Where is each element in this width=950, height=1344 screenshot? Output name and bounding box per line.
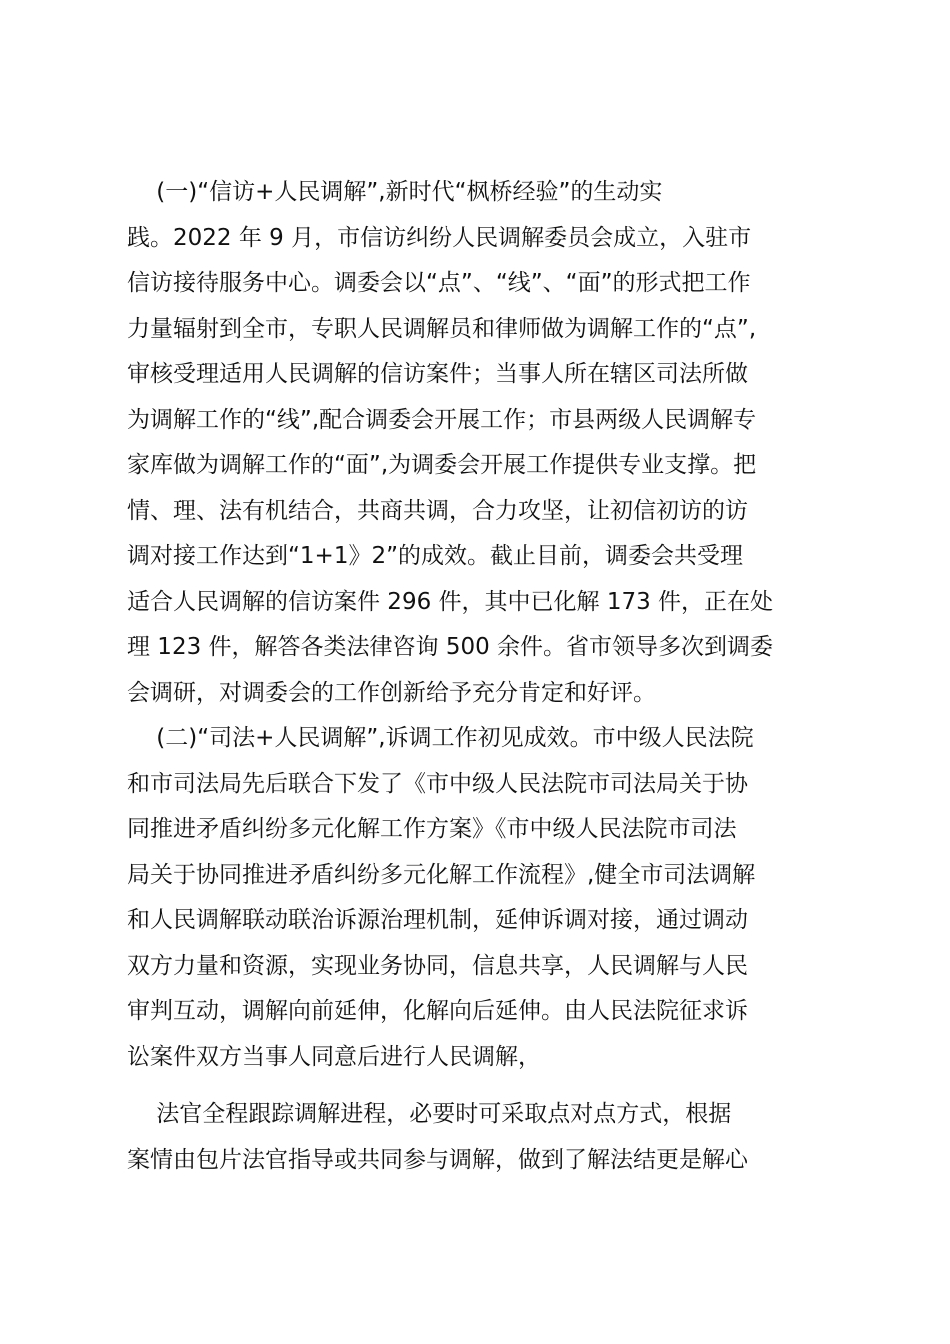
text-line: (一)“信访+人民调解”,新时代“枫桥经验”的生动实 xyxy=(127,179,663,205)
text-line: 践。2022 年 9 月，市信访纠纷人民调解委员会成立，入驻市 xyxy=(127,224,752,251)
document-body xyxy=(127,170,827,1183)
text-line: 局关于协同推进矛盾纠纷多元化解工作流程》,健全市司法调解 xyxy=(127,861,756,888)
text-line: 审判互动，调解向前延伸，化解向后延伸。由人民法院征求诉 xyxy=(127,998,748,1024)
text-line: 适合人民调解的信访案件 296 件，其中已化解 173 件，正在处 xyxy=(127,588,774,615)
text-line: 调对接工作达到“1+1》2”的成效。截止目前，调委会共受理 xyxy=(127,543,744,569)
text-line: 双方力量和资源，实现业务协同，信息共享，人民调解与人民 xyxy=(127,952,748,979)
text-line: 情、理、法有机结合，共商共调，合力攻坚，让初信初访的访 xyxy=(127,497,748,524)
text-line: (二)“司法+人民调解”,诉调工作初见成效。市中级人民法院 xyxy=(127,725,754,751)
paragraph-judge-tracking xyxy=(127,1092,827,1183)
text-line: 审核受理适用人民调解的信访案件；当事人所在辖区司法所做 xyxy=(127,361,748,387)
text-line: 讼案件双方当事人同意后进行人民调解， xyxy=(127,1043,541,1070)
text-line: 家库做为调解工作的“面”,为调委会开展工作提供专业支撑。把 xyxy=(127,452,757,478)
text-line: 法官全程跟踪调解进程，必要时可采取点对点方式，根据 xyxy=(127,1101,732,1127)
paragraph-judicial-mediation xyxy=(127,716,827,1080)
text-line: 同推进矛盾纠纷多元化解工作方案》《市中级人民法院市司法 xyxy=(127,816,737,842)
text-line: 为调解工作的“线”,配合调委会开展工作；市县两级人民调解专 xyxy=(127,406,757,433)
text-line: 理 123 件，解答各类法律咨询 500 余件。省市领导多次到调委 xyxy=(127,634,774,660)
text-line: 案情由包片法官指导或共同参与调解，做到了解法结更是解心 xyxy=(127,1146,748,1173)
text-line: 和人民调解联动联治诉源治理机制，延伸诉调对接，通过调动 xyxy=(127,907,748,933)
text-line: 力量辐射到全市，专职人民调解员和律师做为调解工作的“点”, xyxy=(127,315,757,342)
text-line: 信访接待服务中心。调委会以“点”、“线”、“面”的形式把工作 xyxy=(127,270,751,296)
text-line: 会调研，对调委会的工作创新给予充分肯定和好评。 xyxy=(127,679,656,706)
paragraph-petition-mediation xyxy=(127,170,827,716)
text-line: 和市司法局先后联合下发了《市中级人民法院市司法局关于协 xyxy=(127,770,748,797)
